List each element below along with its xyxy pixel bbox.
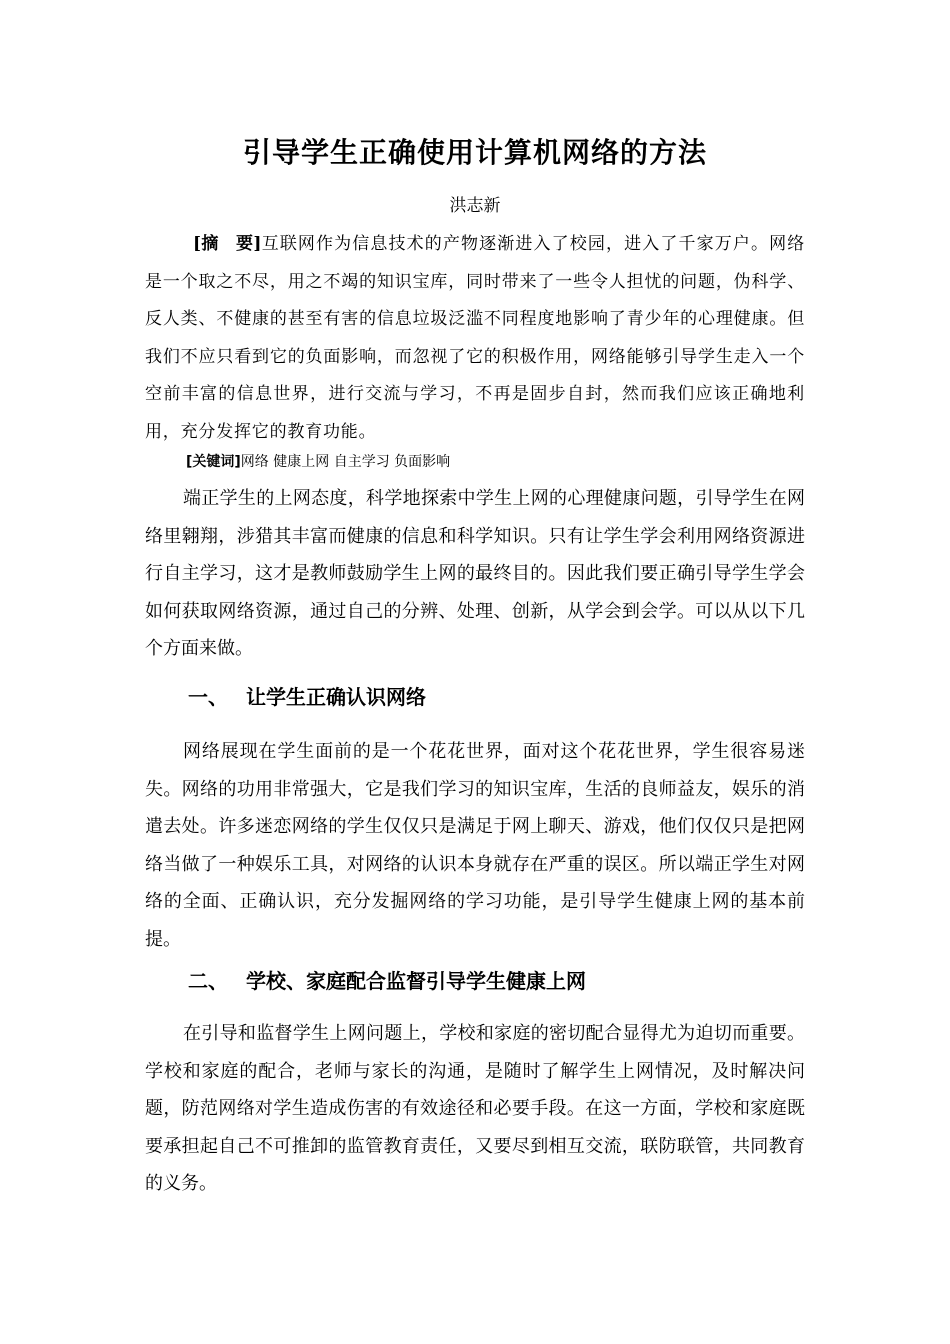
section-number-2: 二、 [188, 969, 228, 993]
intro-paragraph: 端正学生的上网态度，科学地探索中学生上网的心理健康问题，引导学生在网络里翱翔，涉猎其丰富而健康的信息和科学知识。只有让学生学会利用网络资源进行自主学习，这才是教师鼓励学生上网的最终目的。因此我们要正确引导学生学会如何获取网络资源，通过自己的分辨、处理、创新，从学会到会学。可以从以下几个方面来做。 [145, 488, 805, 659]
section-heading-1 [188, 682, 788, 712]
abstract-paragraph [145, 226, 805, 451]
keywords-line [186, 450, 786, 474]
section-title-1: 让学生正确认识网络 [246, 685, 426, 709]
keywords-label: [关键词] [186, 454, 241, 470]
keywords-text: 网络 健康上网 自主学习 负面影响 [240, 454, 451, 470]
section-paragraph-2: 在引导和监督学生上网问题上，学校和家庭的密切配合显得尤为迫切而重要。学校和家庭的配合，老师与家长的沟通，是随时了解学生上网情况，及时解决问题，防范网络对学生造成伤害的有效途径和必要手段。在这一方面，学校和家庭既要承担起自己不可推卸的监管教育责任，又要尽到相互交流，联防联管，共同教育的义务。 [145, 1023, 805, 1194]
section-heading-2 [188, 966, 788, 996]
document-author: 洪志新 [449, 196, 501, 216]
section-number-1: 一、 [188, 685, 228, 709]
abstract-label: [摘 要] [193, 234, 262, 254]
section-paragraph-1: 网络展现在学生面前的是一个花花世界，面对这个花花世界，学生很容易迷失。网络的功用非常强大，它是我们学习的知识宝库，生活的良师益友，娱乐的消遣去处。许多迷恋网络的学生仅仅只是满足于网上聊天、游戏，他们仅仅只是把网络当做了一种娱乐工具，对网络的认识本身就存在严重的误区。所以端正学生对网络的全面、正确认识，充分发掘网络的学习功能，是引导学生健康上网的基本前提。 [145, 741, 805, 950]
abstract-text: 互联网作为信息技术的产物逐渐进入了校园，进入了千家万户。网络是一个取之不尽，用之不竭的知识宝库，同时带来了一些令人担忧的问题，伪科学、反人类、不健康的甚至有害的信息垃圾泛滥不同程度地影响了青少年的心理健康。但我们不应只看到它的负面影响，而忽视了它的积极作用，网络能够引导学生走入一个空前丰富的信息世界，进行交流与学习，不再是固步自封，然而我们应该正确地利用，充分发挥它的教育功能。 [145, 234, 805, 442]
section-title-2: 学校、家庭配合监督引导学生健康上网 [246, 969, 586, 993]
document-title: 引导学生正确使用计算机网络的方法 [242, 136, 707, 169]
